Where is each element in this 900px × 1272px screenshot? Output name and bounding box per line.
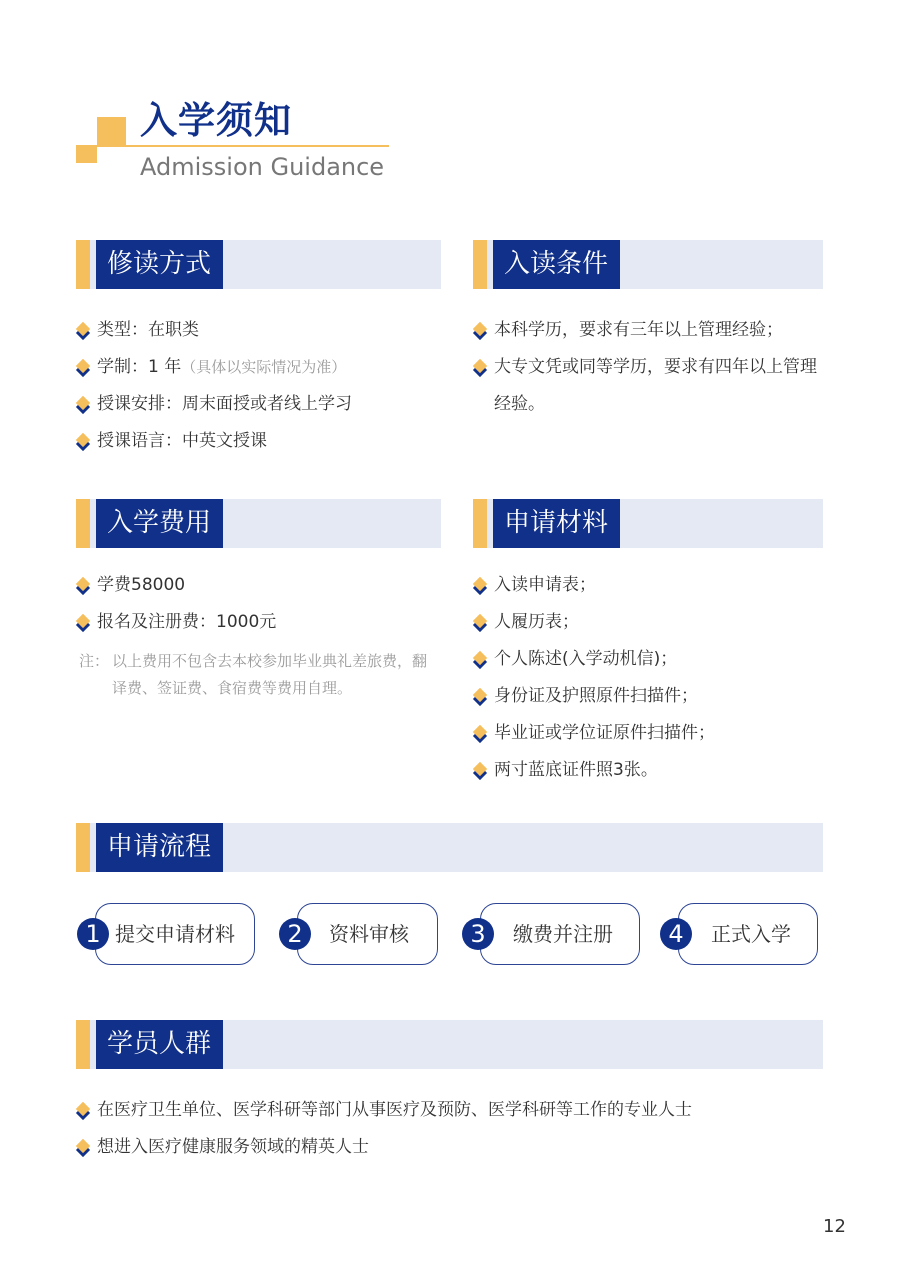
list-item: 学费58000 xyxy=(76,567,276,604)
step-number-badge: 1 xyxy=(77,918,109,950)
diamond-bullet-icon xyxy=(473,690,487,704)
list-item: 毕业证或学位证原件扫描件； xyxy=(473,715,715,752)
section-title: 申请流程 xyxy=(96,823,223,872)
section-title: 修读方式 xyxy=(96,240,223,289)
diamond-bullet-icon xyxy=(473,579,487,593)
diamond-bullet-icon xyxy=(473,727,487,741)
header-decor-square xyxy=(97,117,126,146)
materials-list xyxy=(473,567,715,789)
step-label: 正式入学 xyxy=(711,922,791,946)
audience-list xyxy=(76,1092,692,1166)
section-header-fees xyxy=(76,499,441,548)
diamond-bullet-icon xyxy=(76,361,90,375)
step-number-badge: 3 xyxy=(462,918,494,950)
step-number-badge: 4 xyxy=(660,918,692,950)
diamond-bullet-icon xyxy=(473,616,487,630)
page-number: 12 xyxy=(823,1216,846,1237)
diamond-bullet-icon xyxy=(76,1141,90,1155)
list-item: 报名及注册费：1000元 xyxy=(76,604,276,641)
list-item-note: （具体以实际情况为准） xyxy=(181,358,347,376)
list-item: 身份证及护照原件扫描件； xyxy=(473,678,715,715)
section-accent xyxy=(473,240,487,289)
list-item: 人履历表； xyxy=(473,604,715,641)
diamond-bullet-icon xyxy=(473,324,487,338)
section-header-materials xyxy=(473,499,823,548)
list-item: 本科学历，要求有三年以上管理经验； xyxy=(473,312,823,349)
step-number-badge: 2 xyxy=(279,918,311,950)
header-decor-small-square xyxy=(76,145,97,163)
process-step-3 xyxy=(462,903,640,965)
note-label: 注： xyxy=(79,652,110,670)
diamond-bullet-icon xyxy=(76,435,90,449)
list-item: 授课安排：周末面授或者线上学习 xyxy=(76,386,352,423)
list-item: 授课语言：中英文授课 xyxy=(76,423,352,460)
section-title: 申请材料 xyxy=(493,499,620,548)
step-label: 资料审核 xyxy=(329,922,409,946)
admission-requirements-list xyxy=(473,312,823,423)
process-step-4 xyxy=(660,903,818,965)
list-item: 大专文凭或同等学历，要求有四年以上管理经验。 xyxy=(473,349,823,423)
header-decor-line xyxy=(97,145,389,147)
study-mode-list xyxy=(76,312,352,460)
page-subtitle: Admission Guidance xyxy=(140,153,385,181)
section-accent xyxy=(473,499,487,548)
note-text: 以上费用不包含去本校参加毕业典礼差旅费，翻译费、签证费、食宿费等费用自理。 xyxy=(112,652,428,697)
section-accent xyxy=(76,1020,90,1069)
step-label: 缴费并注册 xyxy=(513,922,613,946)
section-accent xyxy=(76,240,90,289)
list-item: 想进入医疗健康服务领域的精英人士 xyxy=(76,1129,692,1166)
section-header-process xyxy=(76,823,823,872)
diamond-bullet-icon xyxy=(473,653,487,667)
page-title: 入学须知 xyxy=(140,99,292,142)
process-step-2 xyxy=(279,903,438,965)
list-item: 在医疗卫生单位、医学科研等部门从事医疗及预防、医学科研等工作的专业人士 xyxy=(76,1092,692,1129)
list-item: 个人陈述(入学动机信)； xyxy=(473,641,715,678)
step-label: 提交申请材料 xyxy=(115,922,235,946)
section-header-admission-requirements xyxy=(473,240,823,289)
process-step-1 xyxy=(77,903,255,965)
diamond-bullet-icon xyxy=(473,764,487,778)
section-accent xyxy=(76,823,90,872)
diamond-bullet-icon xyxy=(76,324,90,338)
diamond-bullet-icon xyxy=(76,616,90,630)
section-title: 入读条件 xyxy=(493,240,620,289)
section-title: 入学费用 xyxy=(96,499,223,548)
list-item: 类型：在职类 xyxy=(76,312,352,349)
list-item: 两寸蓝底证件照3张。 xyxy=(473,752,715,789)
list-item: 学制：1 年（具体以实际情况为准） xyxy=(76,349,352,386)
section-title: 学员人群 xyxy=(96,1020,223,1069)
fees-note xyxy=(79,648,434,702)
diamond-bullet-icon xyxy=(473,361,487,375)
section-header-audience xyxy=(76,1020,823,1069)
section-accent xyxy=(76,499,90,548)
diamond-bullet-icon xyxy=(76,1104,90,1118)
fees-list xyxy=(76,567,276,641)
list-item: 入读申请表； xyxy=(473,567,715,604)
diamond-bullet-icon xyxy=(76,398,90,412)
diamond-bullet-icon xyxy=(76,579,90,593)
section-header-study-mode xyxy=(76,240,441,289)
